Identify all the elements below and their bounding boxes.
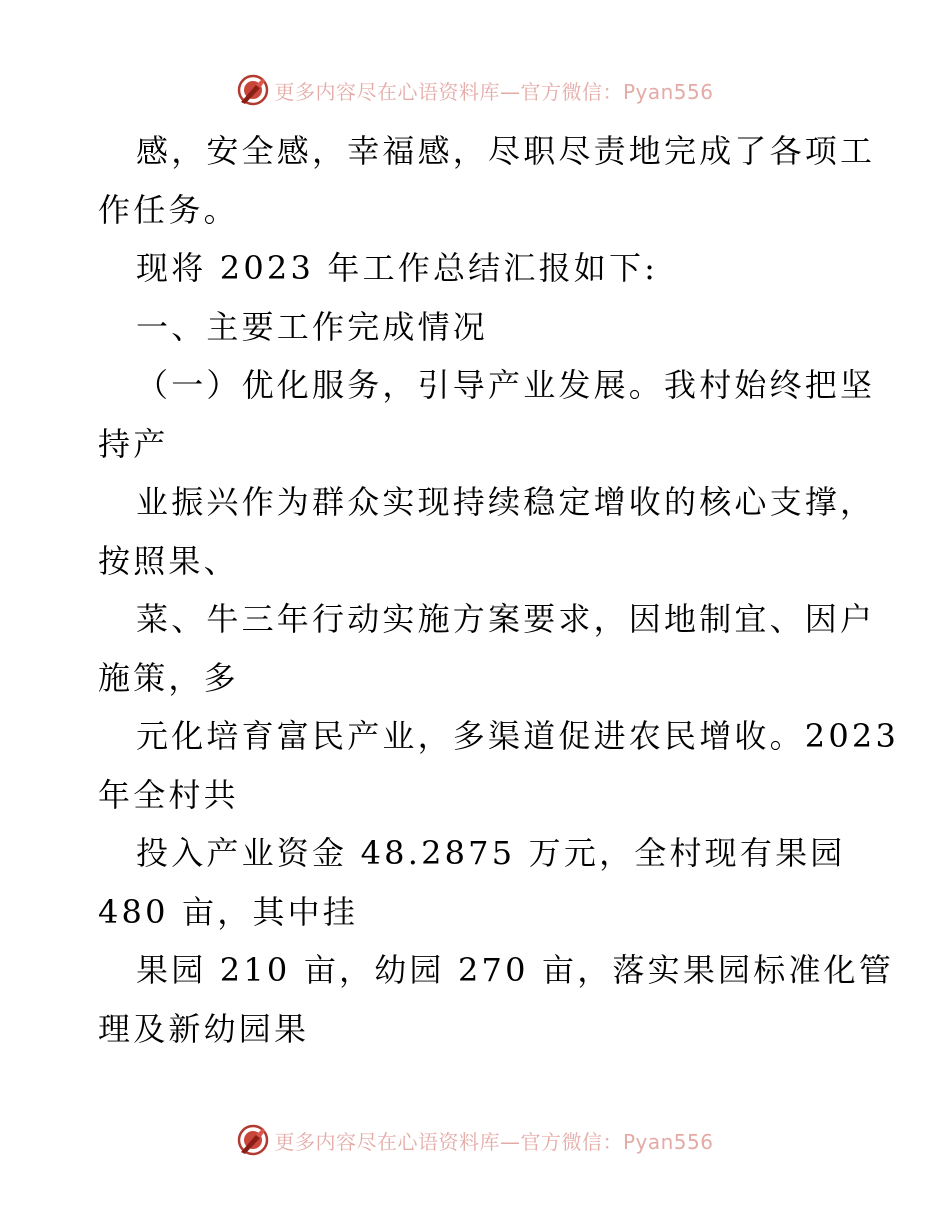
body-line: 作任务。: [98, 190, 239, 229]
body-line: 元化培育富民产业，多渠道促进农民增收。2023: [136, 717, 900, 755]
body-line: 施策，多: [98, 658, 239, 697]
body-line: 现将 2023 年工作总结汇报如下:: [136, 249, 659, 287]
watermark-header: [0, 70, 950, 110]
document-body: [98, 122, 900, 1058]
watermark-text: 更多内容尽在心语资料库—官方微信：Pyan556: [274, 79, 714, 104]
pen-logo-icon: [236, 1123, 270, 1157]
body-line: 感，安全感，幸福感，尽职尽责地完成了各项工: [136, 132, 876, 170]
watermark-text: 更多内容尽在心语资料库—官方微信：Pyan556: [274, 1129, 714, 1154]
pen-logo-icon: [236, 73, 270, 107]
body-line: 菜、牛三年行动实施方案要求，因地制宜、因户: [136, 600, 876, 638]
watermark-footer: [0, 1120, 950, 1160]
body-line: 持产: [98, 424, 169, 463]
body-line: 果园 210 亩，幼园 270 亩，落实果园标准化管: [136, 951, 895, 989]
body-line: 按照果、: [98, 541, 239, 580]
body-line: 480 亩，其中挂: [98, 892, 359, 931]
body-line: 年全村共: [98, 775, 239, 814]
body-line: 业振兴作为群众实现持续稳定增收的核心支撑，: [136, 483, 876, 521]
body-line: 理及新幼园果: [98, 1009, 310, 1048]
body-line: 投入产业资金 48.2875 万元，全村现有果园: [136, 834, 846, 872]
section-heading: 一、主要工作完成情况: [136, 307, 489, 346]
body-line: （一）优化服务，引导产业发展。我村始终把坚: [136, 366, 876, 404]
